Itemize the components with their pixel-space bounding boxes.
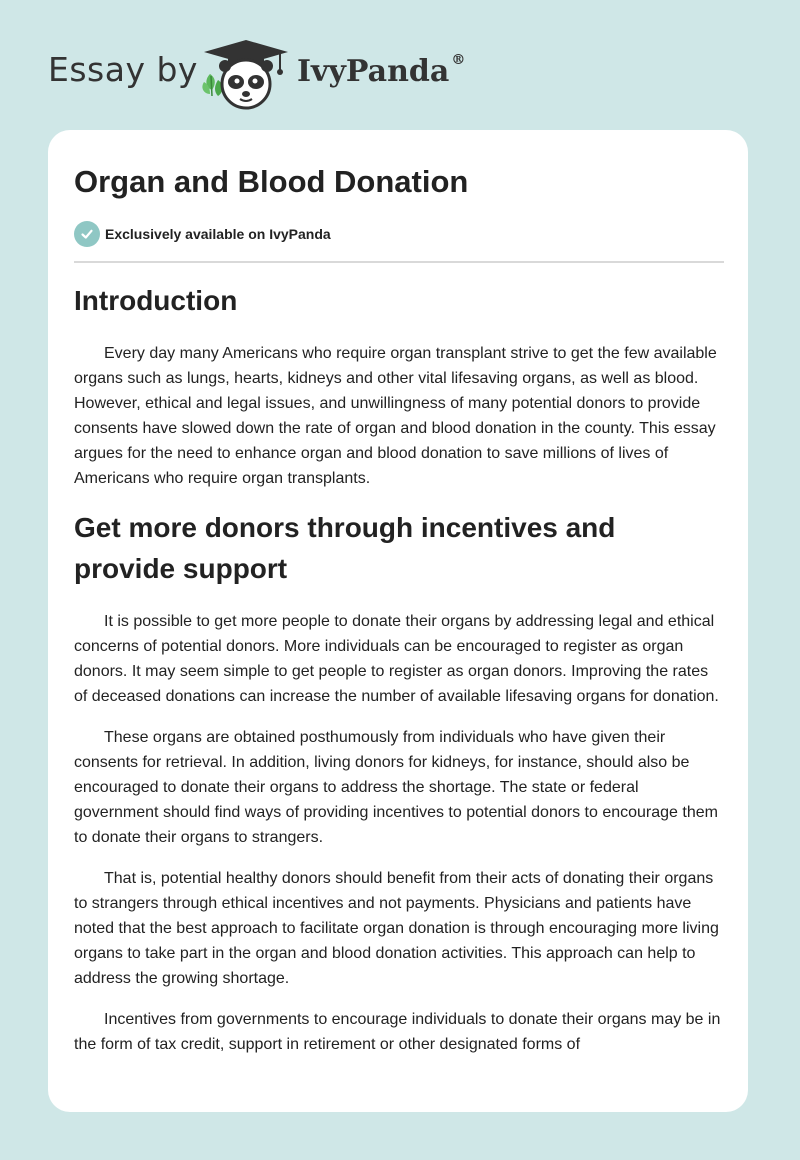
section-heading-introduction: Introduction bbox=[74, 285, 238, 316]
exclusive-badge-label: Exclusively available on IvyPanda bbox=[105, 226, 331, 242]
paragraph: It is possible to get more people to donate their organs by addressing legal and ethical concerns of potential donors. More individuals can be encouraged to register as organ donors. It may seem simple to get people to register as organ donors. Improving the rates of deceased donations can increase the number of available lifesaving organs for donation. bbox=[74, 613, 719, 705]
paragraph: Every day many Americans who require organ transplant strive to get the few available organs such as lungs, hearts, kidneys and other vital lifesaving organs, as well as blood. However, ethical and legal issues, and unwillingness of many potential donors to provide consents have slowed down the rate of organ and blood donation in the county. This essay argues for the need to enhance organ and blood donation to save millions of lives of Americans who require organ transplants. bbox=[74, 345, 717, 487]
panda-graduate-icon bbox=[200, 36, 292, 110]
paragraph: That is, potential healthy donors should benefit from their acts of donating their organs to strangers through ethical incentives and not payments. Physicians and patients have noted that the best approach to facilitate organ donation is through encouraging more living organs to take part in the organ and blood donation activities. This approach can help to address the growing shortage. bbox=[74, 870, 719, 987]
essay-by-label: Essay by bbox=[48, 50, 198, 89]
site-header bbox=[0, 0, 800, 130]
divider bbox=[74, 261, 724, 263]
check-icon bbox=[74, 221, 100, 247]
essay-body bbox=[74, 280, 724, 1073]
paragraph: These organs are obtained posthumously from individuals who have given their consents for retrieval. In addition, living donors for kidneys, for instance, should also be encouraged to donate their organs to address the shortage. The state or federal government should find ways of providing incentives to potential donors to encourage them to donate their organs to strangers. bbox=[74, 729, 718, 846]
paragraph: Incentives from governments to encourage individuals to donate their organs may be in the form of tax credit, support in retirement or other designated forms of bbox=[74, 1011, 721, 1053]
page-title: Organ and Blood Donation bbox=[74, 164, 469, 199]
brand-name: IvyPanda ® bbox=[297, 52, 466, 89]
essay-card bbox=[48, 130, 748, 1112]
section-heading-incentives: Get more donors through incentives and provide support bbox=[74, 512, 616, 584]
exclusive-badge bbox=[74, 221, 331, 247]
